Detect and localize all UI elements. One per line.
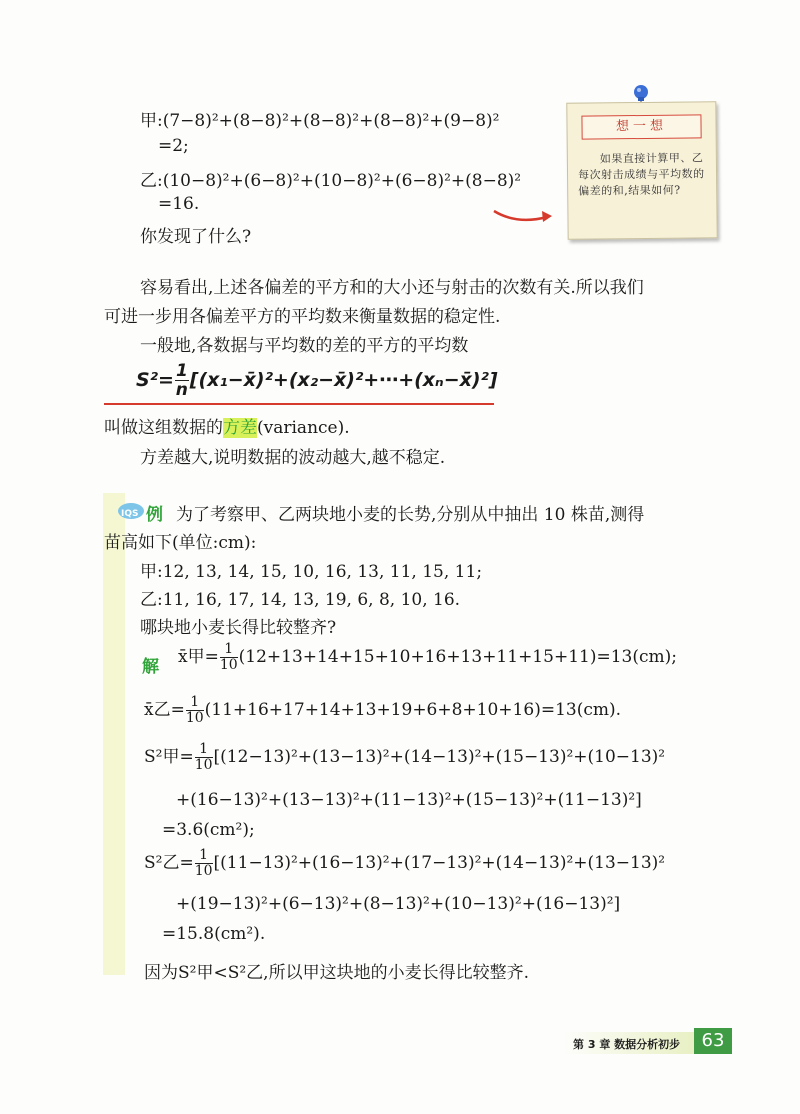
yi-deviation-result: =16. [158, 194, 200, 214]
example-text: 苗高如下(单位:cm): [104, 533, 257, 553]
mean-jia: x̄甲= $\frac{1}{10}$ (12+13+14+15+10+16+13+11+15+11)=13(cm); [178, 641, 677, 673]
example-icon [116, 497, 146, 521]
solution-label: 解 [142, 657, 159, 677]
jia-deviation-result: =2; [158, 136, 189, 156]
paragraph-line: 一般地,各数据与平均数的差的平方的平均数 [140, 336, 469, 356]
example-text: 为了考察甲、乙两块地小麦的长势,分别从中抽出 10 株苗,测得 [176, 505, 645, 525]
yi-data: 乙:11, 16, 17, 14, 13, 19, 6, 8, 10, 16. [140, 590, 461, 610]
page-number: 63 [694, 1028, 732, 1054]
variance-term: 方差 [223, 418, 257, 438]
question-text: 你发现了什么? [140, 227, 252, 247]
svg-text:IQS: IQS [121, 509, 139, 519]
variance-jia-line2: +(16−13)²+(13−13)²+(11−13)²+(15−13)²+(11−13)²] [176, 790, 642, 810]
variance-jia-result: =3.6(cm²); [162, 820, 255, 840]
variance-jia-line1: S²甲= $\frac{1}{10}$ [(12−13)²+(13−13)²+(14−13)²+(15−13)²+(10−13)² [144, 741, 666, 773]
variance-yi-line1: S²乙= $\frac{1}{10}$ [(11−13)²+(16−13)²+(17−13)²+(14−13)²+(13−13)² [144, 847, 666, 879]
example-side-bar [103, 493, 125, 975]
yi-deviation-line: 乙:(10−8)²+(6−8)²+(10−8)²+(6−8)²+(8−8)² [140, 171, 522, 191]
variance-yi-result: =15.8(cm²). [162, 924, 266, 944]
paragraph-line: 可进一步用各偏差平方的平均数来衡量数据的稳定性. [104, 307, 501, 327]
think-note-card [566, 101, 717, 240]
formula-underline [104, 403, 494, 405]
paragraph-line: 容易看出,上述各偏差的平方和的大小还与射击的次数有关.所以我们 [140, 278, 644, 298]
jia-data: 甲:12, 13, 14, 15, 10, 16, 13, 11, 15, 11; [140, 562, 483, 582]
jia-deviation-line: 甲:(7−8)²+(8−8)²+(8−8)²+(8−8)²+(9−8)² [140, 111, 500, 131]
conclusion: 因为S²甲<S²乙,所以甲这块地的小麦长得比较整齐. [144, 963, 529, 983]
variance-yi-line2: +(19−13)²+(6−13)²+(8−13)²+(10−13)²+(16−13)²] [176, 894, 621, 914]
note-text: 如果直接计算甲、乙每次射击成绩与平均数的偏差的和,结果如何? [577, 151, 705, 198]
mean-yi: x̄乙= $\frac{1}{10}$ (11+16+17+14+13+19+6+8+10+16)=13(cm). [144, 694, 622, 726]
paragraph-line: 方差越大,说明数据的波动越大,越不稳定. [140, 448, 446, 468]
example-question: 哪块地小麦长得比较整齐? [140, 618, 337, 638]
red-arrow-icon [492, 205, 558, 229]
chapter-title: 第 3 章 数据分析初步 [573, 1038, 681, 1051]
note-title: 想一想 [581, 114, 701, 139]
example-label: 例 [146, 505, 163, 525]
variance-formula: S²= $\frac{1}{n}$ [(x₁−x̄)²+(x₂−x̄)²+⋯+(xₙ−x̄)²] [136, 361, 498, 400]
variance-definition: 叫做这组数据的方差(variance). [104, 418, 350, 438]
